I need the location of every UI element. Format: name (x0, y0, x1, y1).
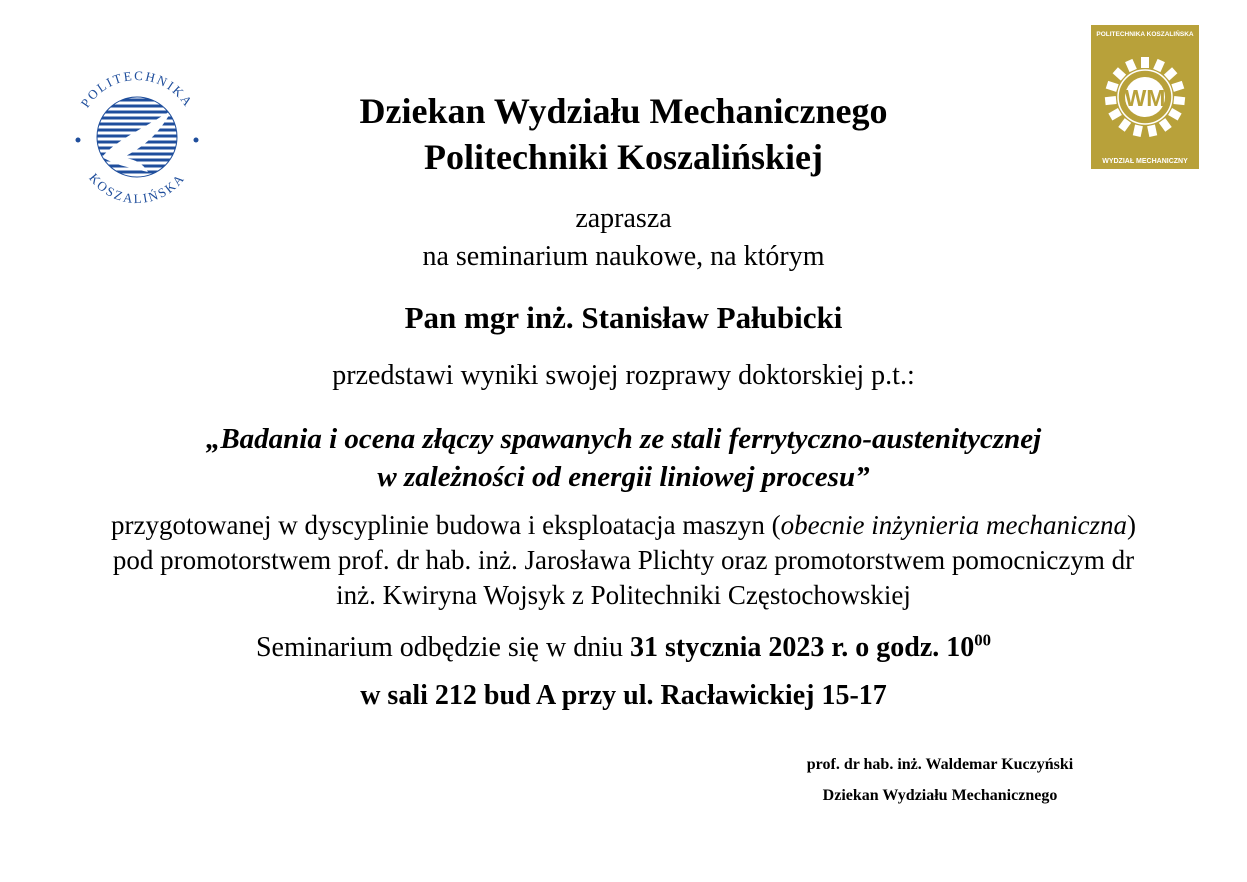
seminar-date (0, 632, 1247, 664)
thesis-line-1: „Badania i ocena złączy spawanych ze stali ferrytyczno-austenitycznej (205, 423, 1042, 455)
logo-right-bottom-text: WYDZIAŁ MECHANICZNY (1102, 158, 1188, 165)
seminar-location: w sali 212 bud A przy ul. Racławickiej 15-17 (360, 680, 887, 711)
time-minutes: 00 (974, 630, 992, 650)
page-title (0, 88, 1247, 180)
details-italic: obecnie inżynieria mechaniczna (780, 510, 1127, 540)
logo-left-bottom-text: KOSZALIŃSKA (86, 170, 188, 207)
speaker-name: Pan mgr inż. Stanisław Pałubicki (404, 300, 843, 335)
thesis-title (0, 420, 1247, 496)
invitation-text (0, 200, 1247, 276)
details-part-2: ) pod promotorstwem prof. dr hab. inż. Jarosława Plichty oraz promotorstwem pomocniczym dr inż. Kwiryna Wojsyk z Politechniki Częstochowskiej (112, 510, 1136, 610)
title-line-2: Politechniki Koszalińskiej (423, 137, 824, 177)
thesis-details (96, 508, 1151, 613)
thesis-line-2: w zależności od energii liniowej procesu” (377, 461, 870, 493)
logo-right-top-text: POLITECHNIKA KOSZALIŃSKA (1096, 31, 1194, 38)
signature-name: prof. dr hab. inż. Waldemar Kuczyński (806, 756, 1074, 773)
date-time: 31 stycznia 2023 r. o godz. 10 (629, 632, 975, 663)
signature-role: Dziekan Wydziału Mechanicznego (822, 787, 1058, 804)
date-prefix: Seminarium odbędzie się w dniu (255, 632, 630, 663)
presents-text: przedstawi wyniki swojej rozprawy doktorskiej p.t.: (332, 360, 915, 391)
title-line-1: Dziekan Wydziału Mechanicznego (359, 91, 888, 131)
details-part-1: przygotowanej w dyscyplinie budowa i eksploatacja maszyn ( (111, 510, 781, 540)
logo-left-top-text: POLITECHNIKA (77, 67, 197, 111)
invitation-line-1: zaprasza (575, 203, 672, 234)
logo-right-monogram: WM (1124, 85, 1166, 111)
invitation-line-2: na seminarium naukowe, na którym (422, 241, 825, 272)
